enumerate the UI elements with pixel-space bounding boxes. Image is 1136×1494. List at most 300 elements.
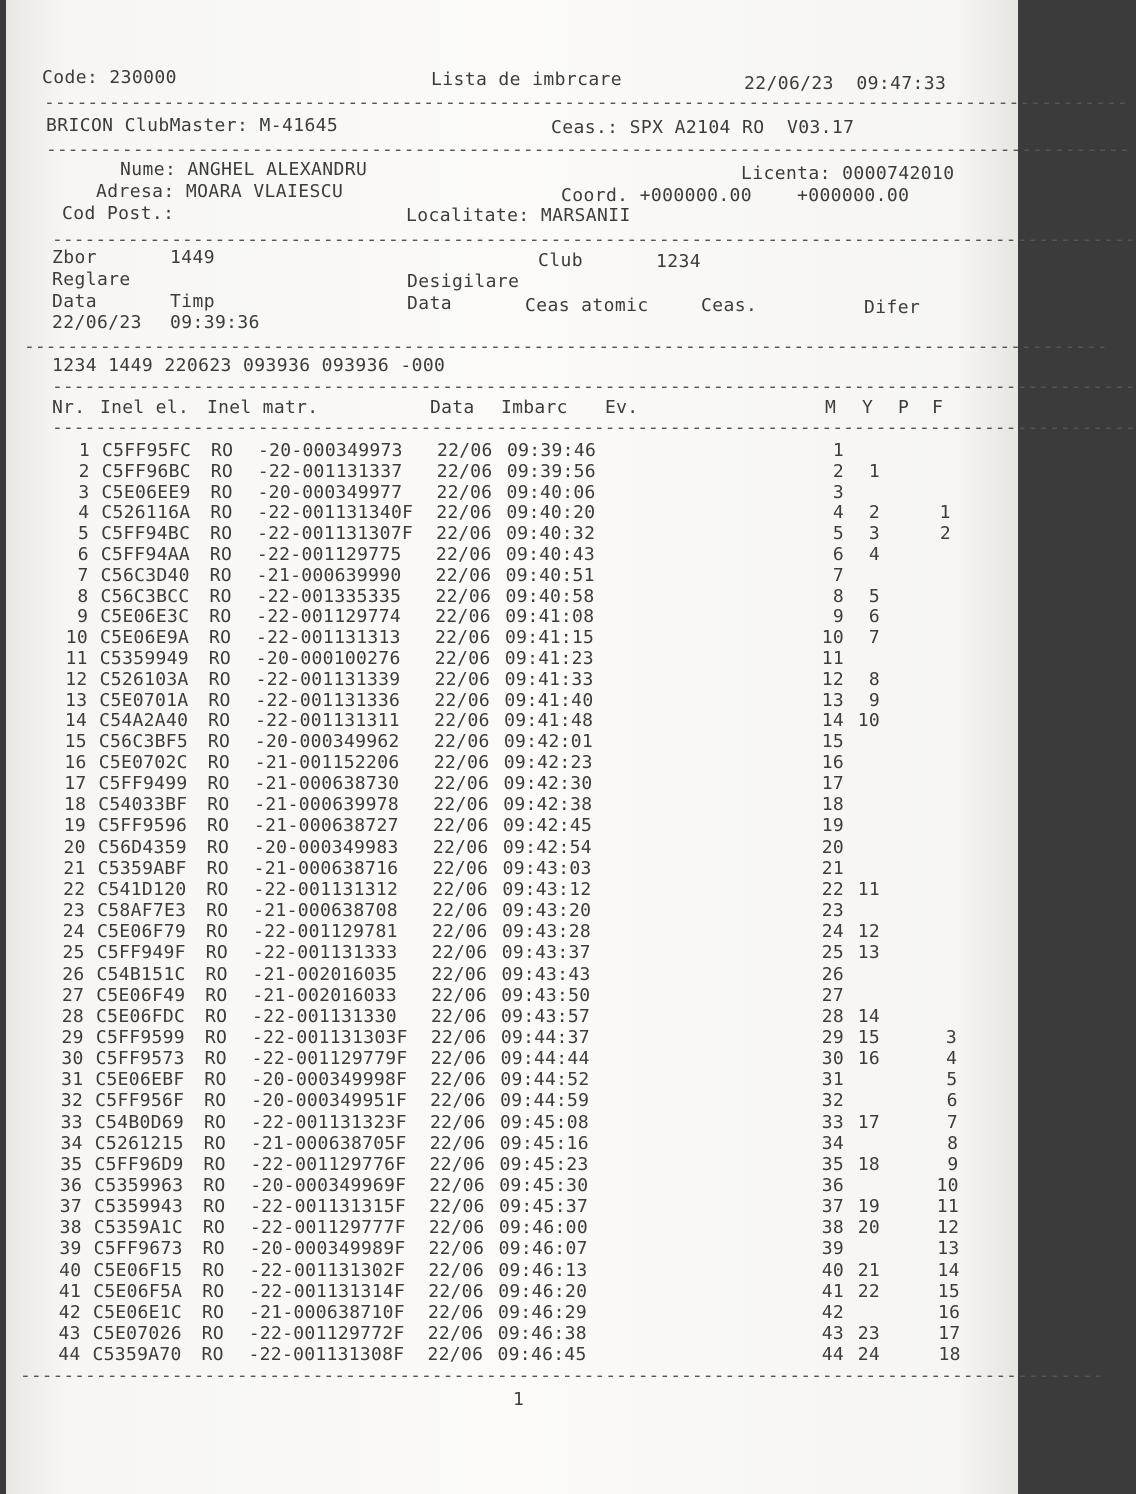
difer-label: Difer [864,297,921,318]
m-index: 23 [821,900,844,922]
table-row [6,773,1018,794]
basket-time: 09:40:51 [505,564,595,586]
table-row [6,461,1018,482]
electronic-ring: C5E06F49 [96,984,186,1006]
row-number: 39 [59,1238,82,1260]
table-row [6,440,1018,461]
basket-time: 09:43:12 [502,878,592,900]
printed-receipt [6,0,1136,1494]
basket-time: 09:45:30 [499,1175,589,1196]
reglare-time: 09:39:36 [170,312,260,333]
basket-date: 22/06 [428,1280,484,1302]
m-index: 27 [821,984,844,1006]
table-row [6,1027,1018,1048]
m-index: 10 [821,627,844,649]
table-row [6,900,1018,921]
basket-date: 22/06 [433,752,490,773]
f-index: 13 [937,1238,960,1260]
m-index: 4 [832,502,844,524]
y-index: 11 [857,878,880,900]
table-row [6,502,1018,523]
m-index: 2 [832,460,844,482]
country-code: RO [203,1153,226,1175]
m-index: 30 [821,1048,844,1070]
m-index: 37 [821,1196,844,1218]
ring-number: -22-001335335 [256,585,402,607]
m-index: 19 [821,815,844,837]
table-row [6,964,1018,985]
f-index: 10 [936,1175,959,1196]
m-index: 24 [821,921,844,943]
basket-date: 22/06 [434,648,491,669]
country-code: RO [205,963,228,985]
y-index: 14 [857,1005,880,1027]
electronic-ring: C5359ABF [97,857,187,879]
y-index: 9 [868,689,880,711]
country-code: RO [210,502,233,524]
electronic-ring: C54B151C [96,963,186,985]
table-header [6,397,1018,418]
electronic-ring: C5E06E1C [92,1301,183,1323]
electronic-ring: C56C3BCC [100,585,190,607]
m-index: 44 [821,1344,844,1366]
table-row [6,1344,1018,1365]
y-index: 17 [857,1111,880,1133]
ring-number: -21-000638727 [254,815,399,837]
y-index: 10 [857,710,880,732]
ring-number: -21-000639990 [256,564,402,586]
y-index: 19 [857,1196,880,1218]
row-number: 29 [61,1026,84,1048]
electronic-ring: C5FF9573 [95,1048,185,1070]
data-label: Data [52,291,97,312]
table-row [6,1217,1018,1238]
electronic-ring: C5E0702C [98,752,188,773]
m-index: 41 [821,1280,844,1302]
y-index: 6 [868,606,880,628]
basket-date: 22/06 [435,544,492,565]
row-number: 7 [77,564,89,586]
ring-number: -20-000349977 [257,481,403,503]
row-number: 24 [62,921,85,943]
f-index: 3 [945,1026,957,1048]
basket-date: 22/06 [427,1344,484,1366]
ring-number: -20-000349951F [251,1090,408,1112]
row-number: 26 [62,963,85,985]
row-number: 6 [77,544,89,565]
fancier-address: Adresa: MOARA VLAIESCU [96,181,344,202]
electronic-ring: C5359A70 [92,1344,182,1366]
m-index: 5 [832,523,844,545]
ring-number: -21-000638705F [250,1132,407,1154]
header-data: Data [430,397,475,418]
f-index: 18 [938,1344,961,1366]
electronic-ring: C5FF94BC [101,523,191,545]
basket-date: 22/06 [434,668,491,690]
document-title: Lista de imbrcare [431,69,623,90]
club-value: 1234 [656,251,701,272]
basket-date: 22/06 [429,1153,486,1175]
row-number: 30 [61,1048,84,1070]
f-index: 12 [936,1217,960,1239]
country-code: RO [208,689,231,711]
f-index: 7 [946,1111,958,1133]
country-code: RO [205,1005,228,1027]
basket-time: 09:41:40 [504,689,594,711]
country-code: RO [202,1238,225,1260]
row-number: 13 [65,689,88,711]
electronic-ring: C526103A [99,668,189,690]
electronic-ring: C5261215 [94,1132,184,1154]
header-nr: Nr. [52,397,86,418]
y-index: 23 [857,1323,880,1345]
electronic-ring: C56C3D40 [100,564,190,586]
clock-label: Ceas.: SPX A2104 RO V03.17 [551,117,855,138]
basket-time: 09:46:00 [498,1217,588,1239]
ring-number: -21-001152206 [254,752,400,773]
electronic-ring: C58AF7E3 [97,900,187,922]
country-code: RO [206,900,229,922]
basket-date: 22/06 [431,921,488,943]
m-index: 43 [821,1323,844,1345]
country-code: RO [205,942,228,964]
row-number: 42 [58,1301,81,1323]
ring-number: -22-001129772F [248,1323,405,1345]
m-index: 32 [821,1090,844,1112]
ring-number: -22-001131308F [248,1344,405,1366]
license-number: Licenta: 0000742010 [741,163,955,184]
electronic-ring: C541D120 [97,878,187,900]
electronic-ring: C5E0701A [99,689,189,711]
country-code: RO [207,815,230,837]
ring-number: -22-001131314F [249,1280,406,1302]
ring-number: -21-000639978 [254,794,400,816]
row-number: 23 [62,900,86,922]
basket-time: 09:44:44 [500,1048,590,1070]
club-label: Club [538,250,583,271]
country-code: RO [202,1217,226,1239]
ring-number: -21-000638716 [253,857,399,879]
table-row [6,1302,1018,1323]
row-number: 14 [64,710,88,732]
header-inel-matr: Inel matr. [207,397,319,418]
separator: ---------------------------------------------------------------------------------------------------- [52,417,1136,438]
basket-time: 09:41:08 [505,606,595,628]
electronic-ring: C56D4359 [97,836,187,858]
m-index: 29 [821,1026,844,1048]
electronic-ring: C5E06F79 [96,921,187,943]
m-index: 6 [832,544,844,565]
ring-number: -22-001131307F [257,523,414,545]
table-row [6,1260,1018,1281]
zbor-label: Zbor [52,247,97,268]
basket-time: 09:42:38 [503,794,593,816]
row-number: 9 [77,606,89,628]
table-row [6,1090,1018,1111]
basket-date: 22/06 [429,1132,486,1154]
country-code: RO [204,1048,227,1070]
header-ev: Ev. [605,397,639,418]
basket-date: 22/06 [436,502,493,524]
electronic-ring: C5E06FDC [96,1005,186,1027]
basket-date: 22/06 [430,1090,486,1112]
basket-time: 09:45:37 [499,1196,589,1218]
locality: Localitate: MARSANII [406,205,631,226]
country-code: RO [206,857,229,879]
basket-time: 09:41:33 [504,668,594,690]
row-number: 2 [78,460,90,482]
separator: ---------------------------------------------------------------------------------------------------- [46,139,1130,160]
m-index: 9 [832,606,844,628]
y-index: 22 [857,1280,880,1302]
y-index: 2 [868,502,880,524]
table-row [6,1281,1018,1302]
basket-date: 22/06 [436,523,492,545]
y-index: 20 [857,1217,880,1239]
country-code: RO [209,564,232,586]
electronic-ring: C5FF956F [95,1090,185,1112]
basket-date: 22/06 [433,773,490,795]
y-index: 12 [857,921,880,943]
country-code: RO [209,606,232,628]
table-row [6,627,1018,648]
electronic-ring: C5FF94AA [100,544,190,565]
row-number: 44 [58,1344,81,1366]
table-row [6,586,1018,607]
y-index: 1 [868,460,880,482]
basket-time: 09:43:43 [501,963,591,985]
m-index: 11 [821,648,844,669]
m-index: 1 [832,440,844,461]
m-index: 28 [821,1005,844,1027]
electronic-ring: C5359963 [94,1175,184,1196]
m-index: 13 [821,689,844,711]
ring-number: -22-001129775 [256,544,402,565]
country-code: RO [207,731,231,753]
timp-label: Timp [170,291,215,312]
basket-date: 22/06 [437,440,493,461]
ring-number: -22-001129776F [250,1153,407,1175]
y-index: 7 [868,627,880,649]
row-number: 4 [78,502,90,524]
table-row [6,942,1018,963]
f-index: 14 [937,1259,960,1281]
country-code: RO [202,1280,225,1302]
m-index: 34 [821,1132,844,1154]
f-index: 6 [946,1090,958,1112]
ring-number: -22-001131333 [252,942,398,964]
reglare-label: Reglare [52,269,131,290]
y-index: 21 [857,1259,880,1281]
table-row [6,482,1018,503]
row-number: 27 [61,984,85,1006]
basket-time: 09:45:08 [499,1111,590,1133]
electronic-ring: C5E06F5A [93,1280,183,1302]
basket-date: 22/06 [434,710,490,732]
basket-date: 22/06 [431,963,488,985]
table-row [6,1133,1018,1154]
electronic-ring: C5E06EE9 [101,481,191,503]
y-index: 24 [857,1344,880,1366]
basket-time: 09:45:23 [499,1153,589,1175]
reglare-date: 22/06/23 [52,312,142,333]
ring-number: -22-001131323F [250,1111,407,1133]
ring-number: -22-001131313 [256,627,401,649]
row-number: 5 [77,523,90,545]
header-imbarc: Imbarc [501,397,568,418]
ceas-atomic-label: Ceas atomic [525,295,649,316]
ring-number: -22-001131303F [251,1026,408,1048]
table-row [6,690,1018,711]
table-row [6,858,1018,879]
electronic-ring: C5359A1C [93,1217,183,1239]
country-code: RO [208,668,231,690]
electronic-ring: C5FF95FC [102,440,192,461]
electronic-ring: C526116A [101,502,191,524]
basket-date: 22/06 [427,1301,484,1323]
basket-date: 22/06 [434,689,491,711]
basket-time: 09:40:20 [506,502,596,524]
table-row [6,1238,1018,1259]
basket-time: 09:44:52 [500,1069,590,1091]
postal-code: Cod Post.: [62,203,175,224]
basket-time: 09:46:29 [497,1301,588,1323]
basket-date: 22/06 [430,1069,487,1091]
row-number: 34 [60,1132,83,1154]
basket-date: 22/06 [435,564,492,586]
f-index: 15 [937,1280,960,1302]
electronic-ring: C5FF9599 [95,1026,185,1048]
country-code: RO [210,460,234,482]
basket-date: 22/06 [433,794,489,816]
page-number: 1 [513,1389,525,1410]
separator: ---------------------------------------------------------------------------------------------------- [52,376,1136,397]
y-index: 18 [857,1153,880,1175]
ring-number: -22-001131339 [255,668,401,690]
country-code: RO [203,1175,226,1196]
print-datetime: 22/06/23 09:47:33 [744,73,947,94]
f-index: 16 [937,1301,961,1323]
basket-time: 09:45:16 [499,1132,589,1154]
row-number: 31 [61,1069,84,1091]
ring-number: -20-000100276 [255,648,401,669]
row-number: 15 [64,731,87,753]
row-number: 32 [60,1090,84,1112]
f-index: 9 [947,1153,959,1175]
country-code: RO [206,878,229,900]
table-row [6,606,1018,627]
basket-time: 09:43:57 [501,1005,591,1027]
m-index: 38 [821,1217,844,1239]
basket-date: 22/06 [432,878,489,900]
basket-time: 09:40:43 [505,544,595,565]
table-row [6,1048,1018,1069]
f-index: 5 [946,1069,958,1091]
country-code: RO [207,752,230,773]
basket-date: 22/06 [429,1196,485,1218]
f-index: 1 [939,502,951,524]
ring-number: -22-001131340F [257,502,414,524]
basket-time: 09:39:46 [507,440,597,461]
basket-time: 09:44:59 [500,1090,590,1112]
basket-date: 22/06 [436,460,493,482]
m-index: 8 [832,585,844,607]
m-index: 21 [821,857,844,879]
table-row [6,731,1018,752]
m-index: 12 [821,668,844,690]
f-index: 17 [938,1323,961,1345]
m-index: 20 [821,836,844,858]
country-code: RO [206,836,230,858]
separator: ---------------------------------------------------------------------------------------------------- [20,1365,1104,1386]
f-index: 2 [939,523,951,545]
ring-number: -20-000349983 [253,836,399,858]
row-number: 36 [60,1175,83,1196]
basket-date: 22/06 [433,731,490,753]
row-number: 38 [59,1217,82,1239]
row-number: 20 [63,836,86,858]
row-number: 8 [77,585,89,607]
electronic-ring: C54033BF [98,794,188,816]
country-code: RO [203,1132,227,1154]
basket-time: 09:46:13 [498,1259,588,1281]
basket-date: 22/06 [430,1026,487,1048]
m-index: 25 [821,942,844,964]
basket-time: 09:42:54 [502,836,592,858]
basket-time: 09:40:06 [506,481,596,503]
row-number: 11 [65,648,88,669]
header-p: P [898,397,910,418]
table-row [6,815,1018,836]
clubmaster-label: BRICON ClubMaster: M-41645 [46,115,339,136]
m-index: 36 [821,1175,844,1196]
basket-time: 09:42:01 [503,731,594,753]
electronic-ring: C5E06E9A [100,627,190,649]
country-code: RO [210,481,233,503]
ring-number: -21-000638708 [253,900,398,922]
basket-date: 22/06 [428,1259,485,1281]
row-number: 17 [64,773,87,795]
basket-date: 22/06 [431,984,487,1006]
basket-date: 22/06 [432,836,489,858]
row-number: 41 [58,1280,82,1302]
country-code: RO [201,1323,225,1345]
data2-label: Data [407,293,452,314]
coordinates: Coord. +000000.00 +000000.00 [561,185,910,206]
ring-number: -22-001131337 [257,460,403,482]
fancier-name: Nume: ANGHEL ALEXANDRU [120,159,368,180]
code-label: Code: 230000 [42,67,177,88]
basket-time: 09:43:37 [501,942,591,964]
ring-number: -21-002016035 [252,963,398,985]
m-index: 33 [821,1111,844,1133]
country-code: RO [201,1344,224,1366]
m-index: 17 [821,773,844,795]
f-index: 11 [936,1196,959,1218]
basket-date: 22/06 [435,585,492,607]
y-index: 4 [868,544,880,565]
table-row [6,879,1018,900]
row-number: 28 [61,1005,85,1027]
table-row [6,1112,1018,1133]
table-row [6,794,1018,815]
table-row [6,837,1018,858]
header-m: M [825,397,837,418]
country-code: RO [203,1111,227,1133]
basket-date: 22/06 [430,1048,487,1070]
ring-number: -22-001129779F [251,1048,408,1070]
country-code: RO [209,544,233,565]
